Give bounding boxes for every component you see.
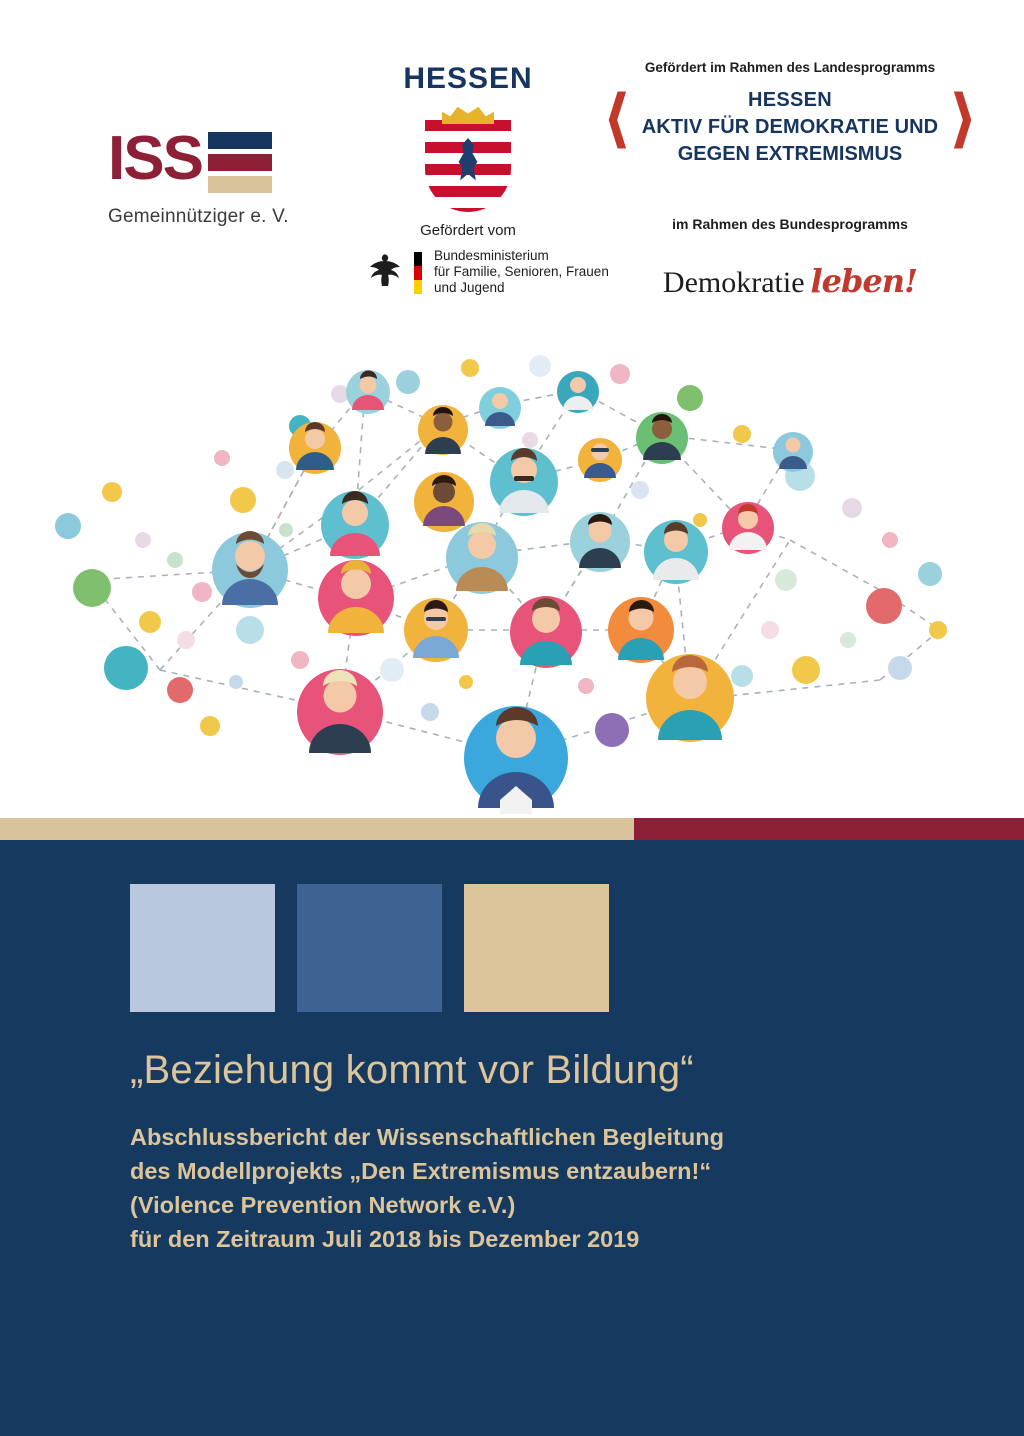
avatar-node bbox=[578, 438, 622, 482]
avatar-node bbox=[464, 706, 568, 814]
square-tan bbox=[464, 884, 609, 1012]
cover-title-panel bbox=[0, 840, 1024, 1436]
avatar-node bbox=[490, 448, 558, 516]
avatar-node bbox=[570, 512, 630, 572]
bracket-right-icon: ⟩ bbox=[948, 82, 978, 156]
avatar-node bbox=[557, 371, 599, 413]
avatar-node bbox=[446, 522, 518, 594]
square-mid bbox=[297, 884, 442, 1012]
hessen-aktiv-line2: AKTIV FÜR DEMOKRATIE UND bbox=[641, 116, 939, 138]
bmfsfj-line1: Bundesministerium bbox=[434, 248, 549, 263]
decorative-squares bbox=[130, 884, 609, 1012]
divider-red-segment bbox=[634, 818, 1024, 840]
iss-bar-tan bbox=[208, 176, 272, 193]
avatar-node bbox=[404, 598, 468, 662]
avatar-node bbox=[414, 472, 474, 532]
hessen-crest-icon bbox=[425, 104, 511, 212]
hessen-aktiv-line3: GEGEN EXTREMISMUS bbox=[677, 143, 903, 165]
subtitle-line-2: des Modellprojekts „Den Extremismus entzaubern!“ bbox=[130, 1158, 712, 1184]
iss-logo bbox=[108, 124, 328, 228]
subtitle-line-1: Abschlussbericht der Wissenschaftlichen Begleitung bbox=[130, 1124, 724, 1150]
avatar-node bbox=[646, 654, 734, 742]
hessen-aktiv-line1: HESSEN bbox=[747, 89, 833, 111]
bmfsfj-text bbox=[434, 248, 609, 296]
hessen-logo bbox=[368, 62, 568, 239]
bmfsfj-line2: für Familie, Senioren, Frauen bbox=[434, 264, 609, 279]
bmfsfj-line3: und Jugend bbox=[434, 280, 505, 295]
leben-word: leben! bbox=[810, 262, 918, 300]
avatar-node bbox=[510, 596, 582, 668]
avatar-node bbox=[297, 669, 383, 755]
avatar-node bbox=[212, 531, 288, 608]
page-title: „Beziehung kommt vor Bildung“ bbox=[130, 1048, 694, 1092]
avatar-node bbox=[722, 502, 774, 554]
page-subtitle bbox=[130, 1120, 950, 1256]
iss-bar-red bbox=[208, 154, 272, 171]
hessen-funding-note: Gefördert vom bbox=[420, 222, 516, 239]
avatar-node bbox=[418, 405, 468, 455]
divider-tan-segment bbox=[0, 818, 634, 840]
bmfsfj-logo bbox=[368, 248, 609, 296]
demokratie-leben-logo bbox=[600, 262, 980, 300]
avatar-node bbox=[479, 387, 521, 429]
iss-bar-navy bbox=[208, 132, 272, 149]
avatar-node bbox=[289, 422, 341, 474]
subtitle-line-3: (Violence Prevention Network e.V.) bbox=[130, 1192, 516, 1218]
iss-bars bbox=[208, 132, 272, 198]
hessen-wordmark: HESSEN bbox=[403, 62, 533, 95]
avatar-node bbox=[608, 597, 674, 663]
iss-subtitle: Gemeinnütziger e. V. bbox=[108, 206, 289, 227]
avatar-node bbox=[644, 520, 708, 584]
federal-eagle-icon bbox=[368, 250, 402, 288]
landesprogramm-eyebrow: Gefördert im Rahmen des Landesprogramms bbox=[644, 60, 936, 75]
avatar-node bbox=[636, 412, 688, 464]
avatar-node bbox=[318, 560, 394, 636]
german-flag-icon bbox=[414, 252, 422, 294]
hessen-aktiv-logo bbox=[600, 60, 980, 170]
logo-band bbox=[0, 0, 1024, 340]
hessen-aktiv-box bbox=[600, 82, 980, 170]
square-light bbox=[130, 884, 275, 1012]
avatar-node bbox=[321, 491, 389, 559]
bundesprogramm-eyebrow: im Rahmen des Bundesprogramms bbox=[672, 216, 908, 232]
avatar-node bbox=[773, 432, 813, 472]
color-divider-bar bbox=[0, 818, 1024, 840]
subtitle-line-4: für den Zeitraum Juli 2018 bis Dezember 2019 bbox=[130, 1226, 640, 1252]
bracket-left-icon: ⟨ bbox=[602, 82, 632, 156]
network-illustration bbox=[0, 330, 1024, 820]
demokratie-word: Demokratie bbox=[662, 266, 805, 299]
network-graphic bbox=[0, 330, 1024, 820]
crest-crown bbox=[442, 104, 494, 124]
iss-wordmark: ISS bbox=[108, 124, 202, 193]
avatar-node bbox=[346, 370, 390, 414]
